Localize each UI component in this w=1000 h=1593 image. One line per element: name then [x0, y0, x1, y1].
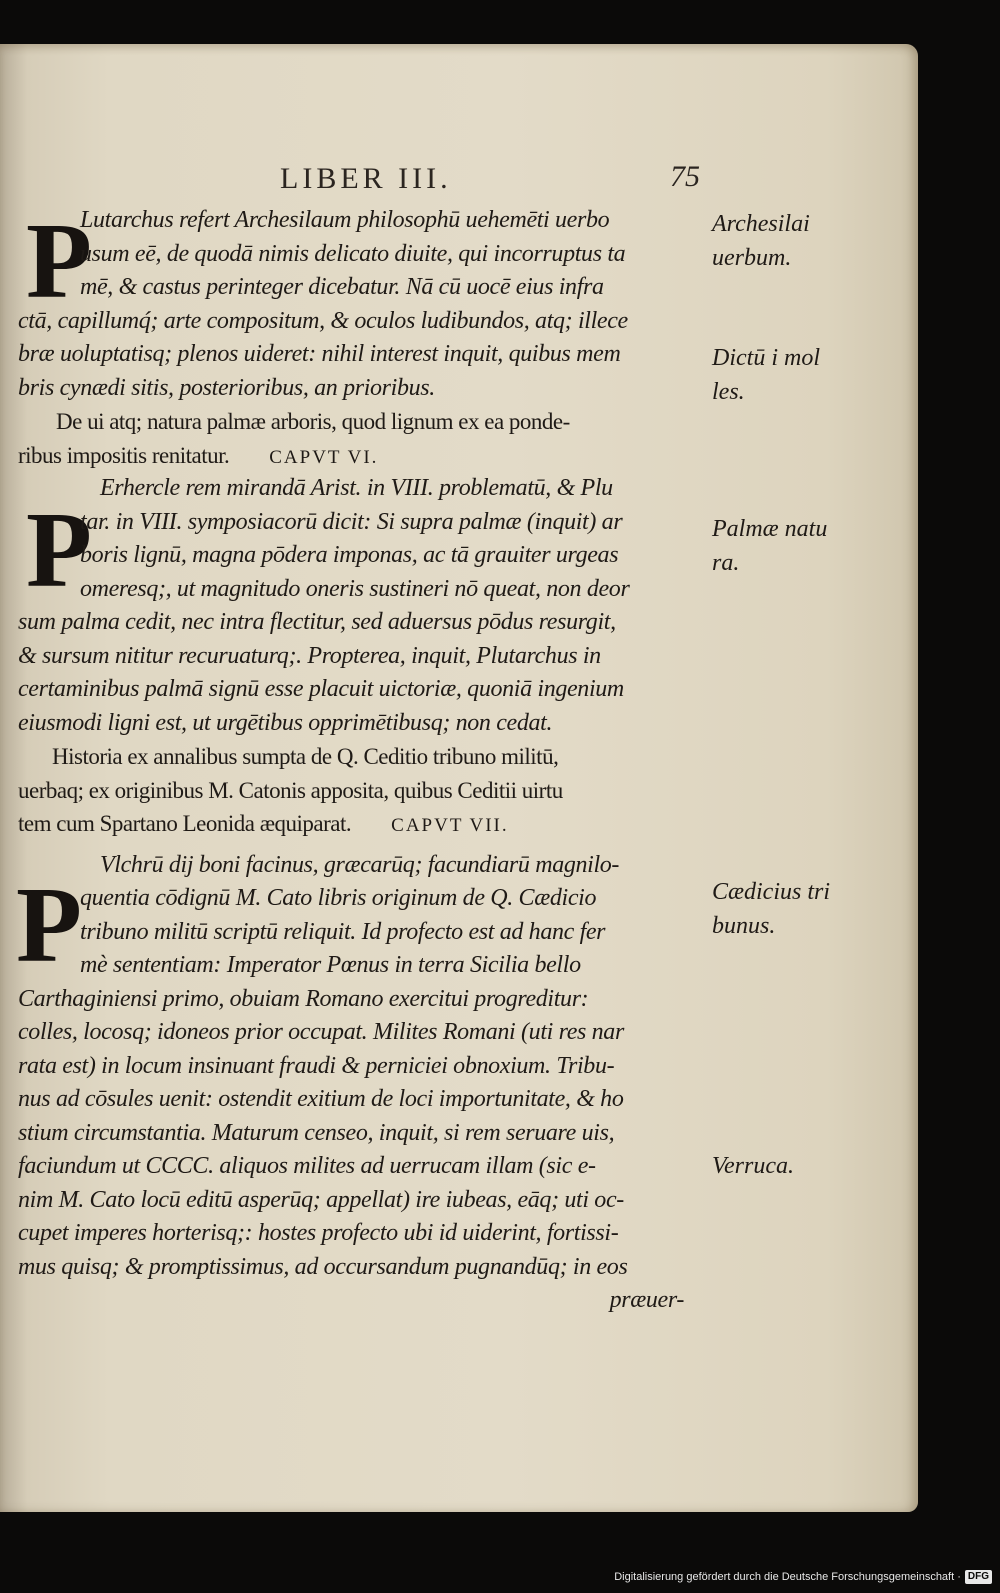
text-line: boris lignū, magna pōdera imponas, ac tā grauiter urgeas	[80, 542, 619, 568]
text-line: certaminibus palmā signū esse placuit uictoriæ, quoniā ingenium	[18, 676, 624, 702]
text-line: mè sententiam: Imperator Pœnus in terra Sicilia bello	[80, 952, 581, 978]
text-line: tar. in VIII. symposiacorū dicit: Si supra palmæ (inquit) ar	[80, 508, 623, 535]
text-line: cupet imperes horterisq;: hostes profecto ubi id uiderint, fortissi-	[18, 1220, 619, 1246]
running-head	[280, 162, 700, 196]
text-line: bris cynædi sitis, posterioribus, an prioribus.	[18, 374, 435, 401]
chapter-heading-line: De ui atq; natura palmæ arboris, quod lignum ex ea ponde-	[56, 409, 570, 434]
chapter-heading-text: ribus impositis renitatur.	[18, 442, 230, 468]
text-line: Erhercle rem mirandā Arist. in VIII. problematū, & Plu	[100, 475, 613, 501]
text-line: usum eē, de quodā nimis delicato diuite, qui incorruptus ta	[80, 240, 626, 267]
text-line: eiusmodi ligni est, ut urgētibus opprimētibusq; non cedat.	[18, 709, 553, 736]
text-line: tribuno militū scriptū reliquit. Id profecto est ad hanc fer	[80, 918, 606, 945]
text-line: nus ad cōsules uenit: ostendit exitium de loci importunitate, & ho	[18, 1086, 624, 1112]
chapter-heading-line	[18, 807, 708, 841]
text-line: omeresq;, ut magnitudo oneris sustineri nō queat, non deor	[80, 575, 630, 602]
text-line: & sursum nititur recuruaturq;. Propterea, inquit, Plutarchus in	[18, 642, 601, 669]
drop-cap-3: P	[16, 866, 82, 985]
marginal-note-4: Cædicius tri bunus.	[712, 879, 831, 939]
drop-cap-1: P	[26, 202, 92, 321]
page-number: 75	[670, 160, 700, 193]
text-line: sum palma cedit, nec intra flectitur, sed aduersus pōdus resurgit,	[18, 609, 616, 635]
credit-text: Digitalisierung gefördert durch die Deutsche Forschungsgemeinschaft ·	[614, 1571, 961, 1583]
main-text-block	[18, 204, 708, 1318]
catchword: præuer-	[609, 1287, 684, 1313]
chapter-number: CAPVT VII.	[391, 815, 509, 836]
marginal-note-3: Palmæ natu ra.	[712, 516, 828, 576]
chapter-number: CAPVT VI.	[269, 446, 379, 468]
chapter-heading-text: tem cum Spartano Leonida æquiparat.	[18, 811, 352, 836]
text-line: Carthaginiensi primo, obuiam Romano exercitui progreditur:	[18, 985, 589, 1012]
text-line: mus quisq; & promptissimus, ad occursandum pugnandūq; in eos	[18, 1253, 628, 1280]
dfg-logo: DFG	[965, 1570, 992, 1584]
digitization-credit	[614, 1567, 992, 1587]
text-line: ctā, capillumq́; arte compositum, & oculos ludibundos, atq; illece	[18, 307, 628, 334]
text-line: rata est) in locum insinuant fraudi & perniciei obnoxium. Tribu-	[18, 1052, 615, 1079]
marginal-note-1: Archesilai uerbum.	[712, 211, 810, 271]
marginal-note-5: Verruca.	[712, 1153, 794, 1179]
marginal-note-2: Dictū i mol les.	[712, 345, 820, 405]
chapter-heading-line: Historia ex annalibus sumpta de Q. Ceditio tribuno militū,	[52, 744, 559, 769]
running-head-title: LIBER III.	[280, 162, 452, 195]
text-line: Lutarchus refert Archesilaum philosophū uehemēti uerbo	[80, 207, 610, 233]
chapter-heading-line	[18, 439, 708, 473]
text-line: colles, locosq; idoneos prior occupat. Milites Romani (uti res nar	[18, 1019, 624, 1045]
text-line: nim M. Cato locū editū asperūq; appellat) ire iubeas, eāq; uti oc-	[18, 1186, 624, 1213]
text-line: stium circumstantia. Maturum censeo, inquit, si rem seruare uis,	[18, 1119, 615, 1146]
text-line: quentia cōdignū M. Cato libris originum de Q. Cædicio	[80, 885, 597, 911]
chapter-heading-line: uerbaq; ex originibus M. Catonis apposita, quibus Ceditii uirtu	[18, 777, 563, 803]
text-line: mē, & castus perinteger dicebatur. Nā cū uocē eius infra	[80, 274, 604, 300]
text-line: Vlchrū dij boni facinus, græcarūq; facundiarū magnilo-	[100, 851, 620, 878]
text-line: bræ uoluptatisq; plenos uideret: nihil interest inquit, quibus mem	[18, 341, 621, 367]
drop-cap-2: P	[26, 491, 92, 610]
text-line: faciundum ut CCCC. aliquos milites ad uerrucam illam (sic e-	[18, 1153, 596, 1179]
